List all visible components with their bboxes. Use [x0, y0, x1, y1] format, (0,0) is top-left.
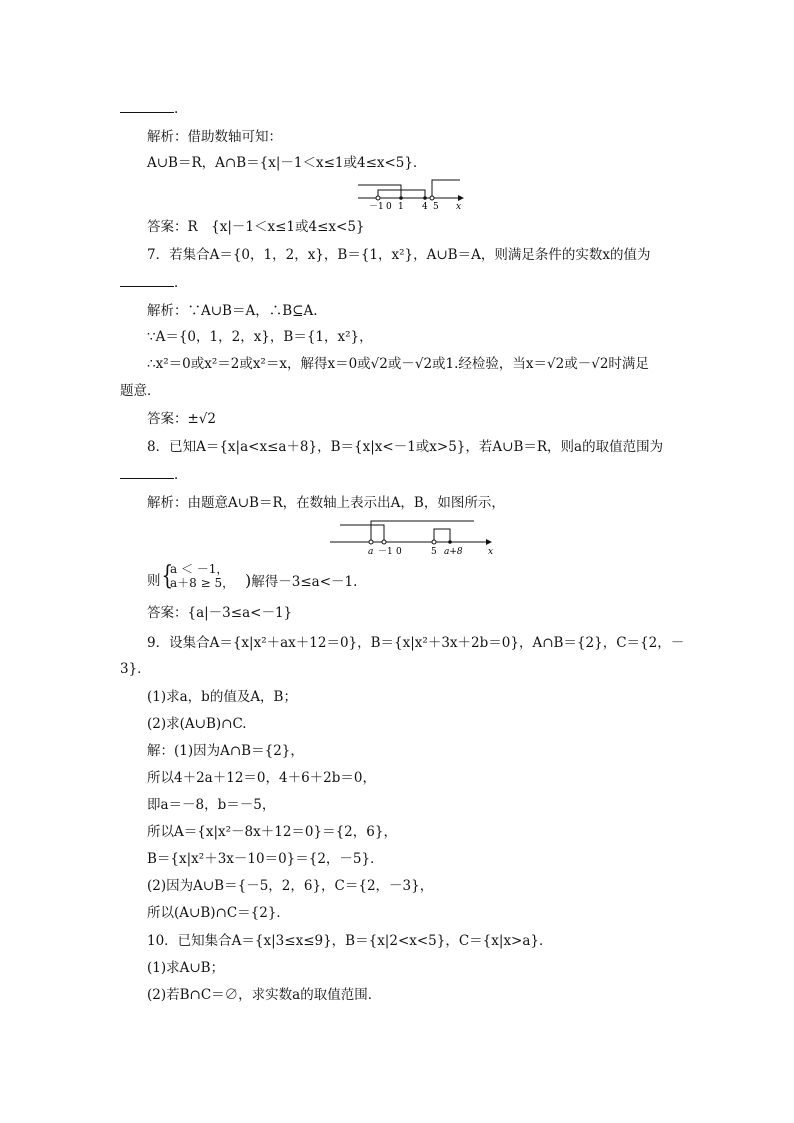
- analysis-line: 题意．: [120, 383, 161, 399]
- tick-label: 5: [431, 547, 437, 557]
- tick-label: 0: [386, 202, 392, 210]
- sub-question: (1)求a，b的值及A，B；: [147, 689, 297, 705]
- analysis-line: 解析：借助数轴可知：: [147, 129, 282, 145]
- solution-line: 解：(1)因为A∩B＝{2}，: [147, 743, 304, 759]
- problem-8: 8．已知A＝{x|a<x≤a＋8}，B＝{x|x<－1或x>5}，若A∪B＝R，则a的取值范围为: [147, 439, 664, 455]
- answer-blank: [120, 466, 174, 479]
- period: .: [174, 101, 179, 117]
- tick-label: a: [368, 547, 374, 557]
- analysis-line: 解析：由题意A∪B＝R，在数轴上表示出A，B，如图所示，: [147, 495, 505, 511]
- axis-label: x: [488, 547, 494, 557]
- system-row-1: a ＜ －1，: [170, 562, 229, 576]
- answer-blank: [120, 100, 174, 113]
- answer-line-6: 答案：R {x|－1＜x≤1或4≤x<5}: [147, 219, 365, 235]
- solution-line: 所以A＝{x|x²－8x＋12＝0}＝{2，6}，: [147, 824, 397, 840]
- answer-blank-line-7: [120, 274, 674, 292]
- tick-label: a+8: [444, 547, 463, 557]
- system-result: [245, 572, 674, 591]
- result-line: A∪B＝R，A∩B＝{x|－1＜x≤1或4≤x<5}．: [147, 155, 427, 171]
- inequality-system: [163, 562, 234, 590]
- axis-arrow: [458, 195, 464, 201]
- problem-10: 10．已知集合A＝{x|3≤x≤9}，B＝{x|2<x<5}，C＝{x|x>a}．: [147, 933, 553, 949]
- solution-line: 所以(A∪B)∩C＝{2}．: [147, 905, 290, 921]
- prefix-text: 则: [147, 573, 161, 589]
- answer-blank-line-6: [120, 100, 674, 118]
- left-brace: {: [161, 561, 174, 591]
- solution-line: (2)因为A∪B＝{－5，2，6}，C＝{2，－3}，: [147, 878, 434, 894]
- analysis-line: 解析：∵A∪B＝A，∴B⊆A.: [147, 303, 318, 319]
- solution-line: 即a＝－8，b＝－5，: [147, 797, 276, 813]
- system-row-2: a＋8 ≥ 5，: [170, 576, 235, 590]
- tick-label: －1: [378, 547, 393, 557]
- sub-question: (2)若B∩C＝∅，求实数a的取值范围．: [147, 987, 382, 1003]
- answer-blank-line-8: [120, 466, 674, 484]
- set-b-right: [432, 180, 460, 198]
- sub-question: (1)求A∪B；: [147, 960, 225, 976]
- sub-question: (2)求(A∪B)∩C.: [147, 716, 247, 732]
- open-point: [432, 540, 436, 544]
- problem-9-cont: 3}．: [120, 661, 151, 677]
- brace-close: ): [245, 571, 252, 590]
- period: ．: [174, 275, 188, 291]
- open-point: [382, 540, 386, 544]
- answer-blank: [120, 274, 174, 287]
- set-a: [371, 521, 474, 542]
- period: ．: [174, 467, 188, 483]
- axis-label: x: [456, 202, 462, 210]
- tick-label: 0: [396, 547, 402, 557]
- solution-line: B＝{x|x²＋3x－10＝0}＝{2，－5}．: [147, 851, 384, 867]
- tick-label: －1: [369, 202, 384, 210]
- open-point: [369, 540, 373, 544]
- open-point: [376, 196, 380, 200]
- set-b-left: [340, 525, 384, 542]
- answer-line-8: 答案：{a|－3≤a<－1}: [147, 605, 293, 621]
- answer-line-7: 答案：±√2: [147, 411, 217, 427]
- set-b-right: [434, 529, 450, 542]
- tick-label: 1: [398, 202, 404, 210]
- tick-label: 4: [422, 202, 428, 210]
- tick-label: 5: [433, 202, 439, 210]
- analysis-line: ∵A＝{0，1，2，x}，B＝{1，x²}，: [147, 329, 373, 345]
- closed-point: [423, 196, 427, 200]
- closed-point: [399, 196, 403, 200]
- axis-arrow: [486, 539, 492, 545]
- problem-9: 9．设集合A＝{x|x²＋ax＋12＝0}，B＝{x|x²＋3x＋2b＝0}，A∩B＝{2}，C＝{2，－: [147, 635, 685, 651]
- closed-point: [448, 540, 452, 544]
- problem-7: 7．若集合A＝{0，1，2，x}，B＝{1，x²}，A∪B＝A，则满足条件的实数x的值为: [147, 247, 651, 263]
- solution-line: 所以4＋2a＋12＝0，4＋6＋2b＝0，: [147, 770, 376, 786]
- number-line-figure-2: [328, 518, 498, 558]
- result-text: 解得－3≤a<－1.: [251, 574, 358, 590]
- open-point: [430, 196, 434, 200]
- analysis-line: ∴x²＝0或x²＝2或x²＝x，解得x＝0或√2或－√2或1.经检验，当x＝√2或－√2时满足: [147, 356, 649, 372]
- number-line-figure-1: [355, 176, 465, 210]
